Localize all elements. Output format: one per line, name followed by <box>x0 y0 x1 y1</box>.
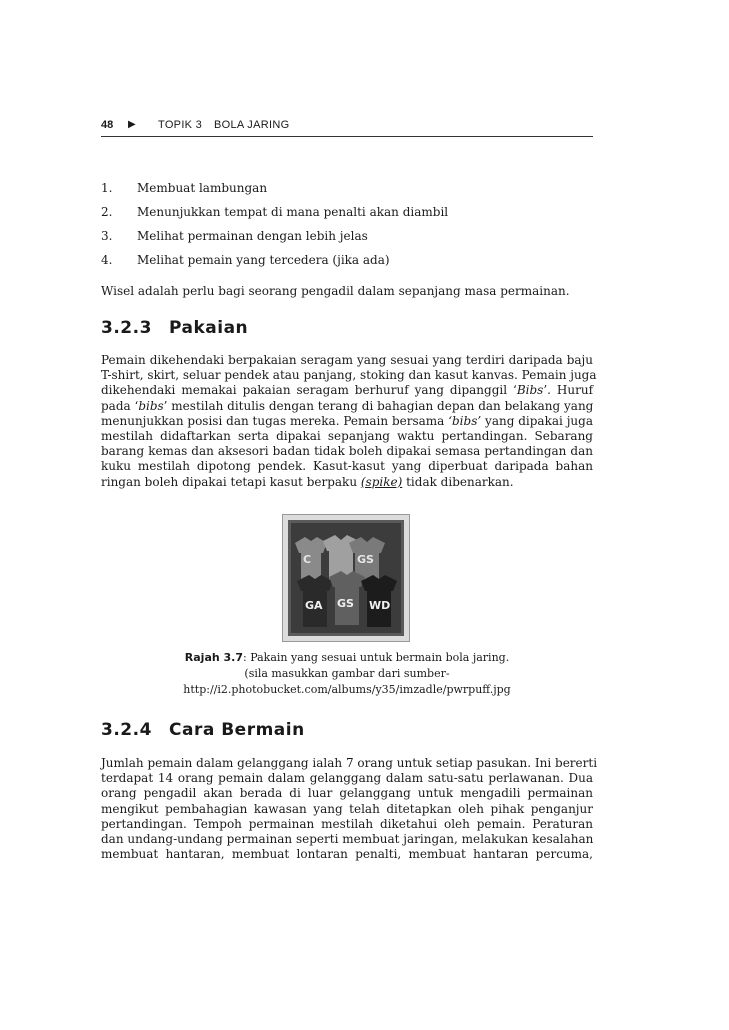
figure-label: Rajah 3.7 <box>184 651 244 664</box>
list-item: 4. Melihat pemain yang tercedera (jika ada) <box>101 253 390 267</box>
jersey-label: WD <box>369 599 391 612</box>
arrow-right-icon: ▶ <box>128 119 136 130</box>
jersey-label: GS <box>337 597 354 610</box>
jersey-label: GA <box>305 599 323 612</box>
jersey-label: GS <box>357 553 374 566</box>
numbered-list <box>101 176 593 272</box>
section-heading-cara-bermain: 3.2.4 Cara Bermain <box>101 720 305 740</box>
jersey-label: C <box>303 553 312 566</box>
list-item: 2. Menunjukkan tempat di mana penalti akan diambil <box>101 205 449 219</box>
jerseys-image <box>283 515 409 641</box>
figure-netball-jerseys <box>282 514 410 642</box>
list-item: 1. Membuat lambungan <box>101 181 268 195</box>
running-header <box>101 118 593 137</box>
paragraph-pakaian: Pemain dikehendaki berpakaian seragam yang sesuai yang terdiri daripada baju T-shirt, skirt, seluar pendek atau panjang, stoking dan kasut kanvas. Pemain juga dikehendaki memakai pakaian seragam berhuruf yang dipanggil ‘Bibs’. Huruf pada ‘bibs’ mestilah ditulis dengan terang di bahagian depan dan belakang yang menunjukkan posisi dan tugas mereka. Pemain bersama ‘bibs’ yang dipakai juga mestilah didaftarkan serta dipakai sepanjang waktu pertandingan. Sebarang barang kemas dan aksesori badan tidak boleh dipakai semasa pertandingan dan kuku mestilah dipotong pendek. Kasut-kasut yang diperbuat daripada bahan ringan boleh dipakai tetapi kasut berpaku (spike) tidak dibenarkan. <box>101 353 597 489</box>
source-url: http://i2.photobucket.com/albums/y35/imzadle/pwrpuff.jpg <box>183 683 511 696</box>
topic-label: TOPIK 3 <box>158 119 203 131</box>
list-item: 3. Melihat permainan dengan lebih jelas <box>101 229 368 243</box>
paragraph-cara-bermain: Jumlah pemain dalam gelanggang ialah 7 orang untuk setiap pasukan. Ini bererti terdapat 14 orang pemain dalam gelanggang dalam satu-satu perlawanan. Dua orang pengadil akan berada di luar gelanggang untuk mengadili permainan mengikut pembahagian kawasan yang telah ditetapkan oleh pihak penganjur pertandingan. Tempoh permainan mestilah diketahui oleh pemain. Peraturan dan undang-undang permainan seperti membuat jaringan, melakukan kesalahan membuat hantaran, membuat lontaran penalti, membuat hantaran percuma, <box>101 756 598 862</box>
figure-caption: Rajah 3.7: Pakain yang sesuai untuk bermain bola jaring. (sila masukkan gambar dari sumber- http://i2.photobucket.com/albums/y35/imzadle/pwrpuff.jpg <box>101 650 593 698</box>
section-heading-pakaian: 3.2.3 Pakaian <box>101 318 249 338</box>
topic-subtitle: BOLA JARING <box>214 119 290 131</box>
paragraph-wisel: Wisel adalah perlu bagi seorang pengadil dalam sepanjang masa permainan. <box>101 284 570 298</box>
page-number: 48 <box>101 119 114 131</box>
